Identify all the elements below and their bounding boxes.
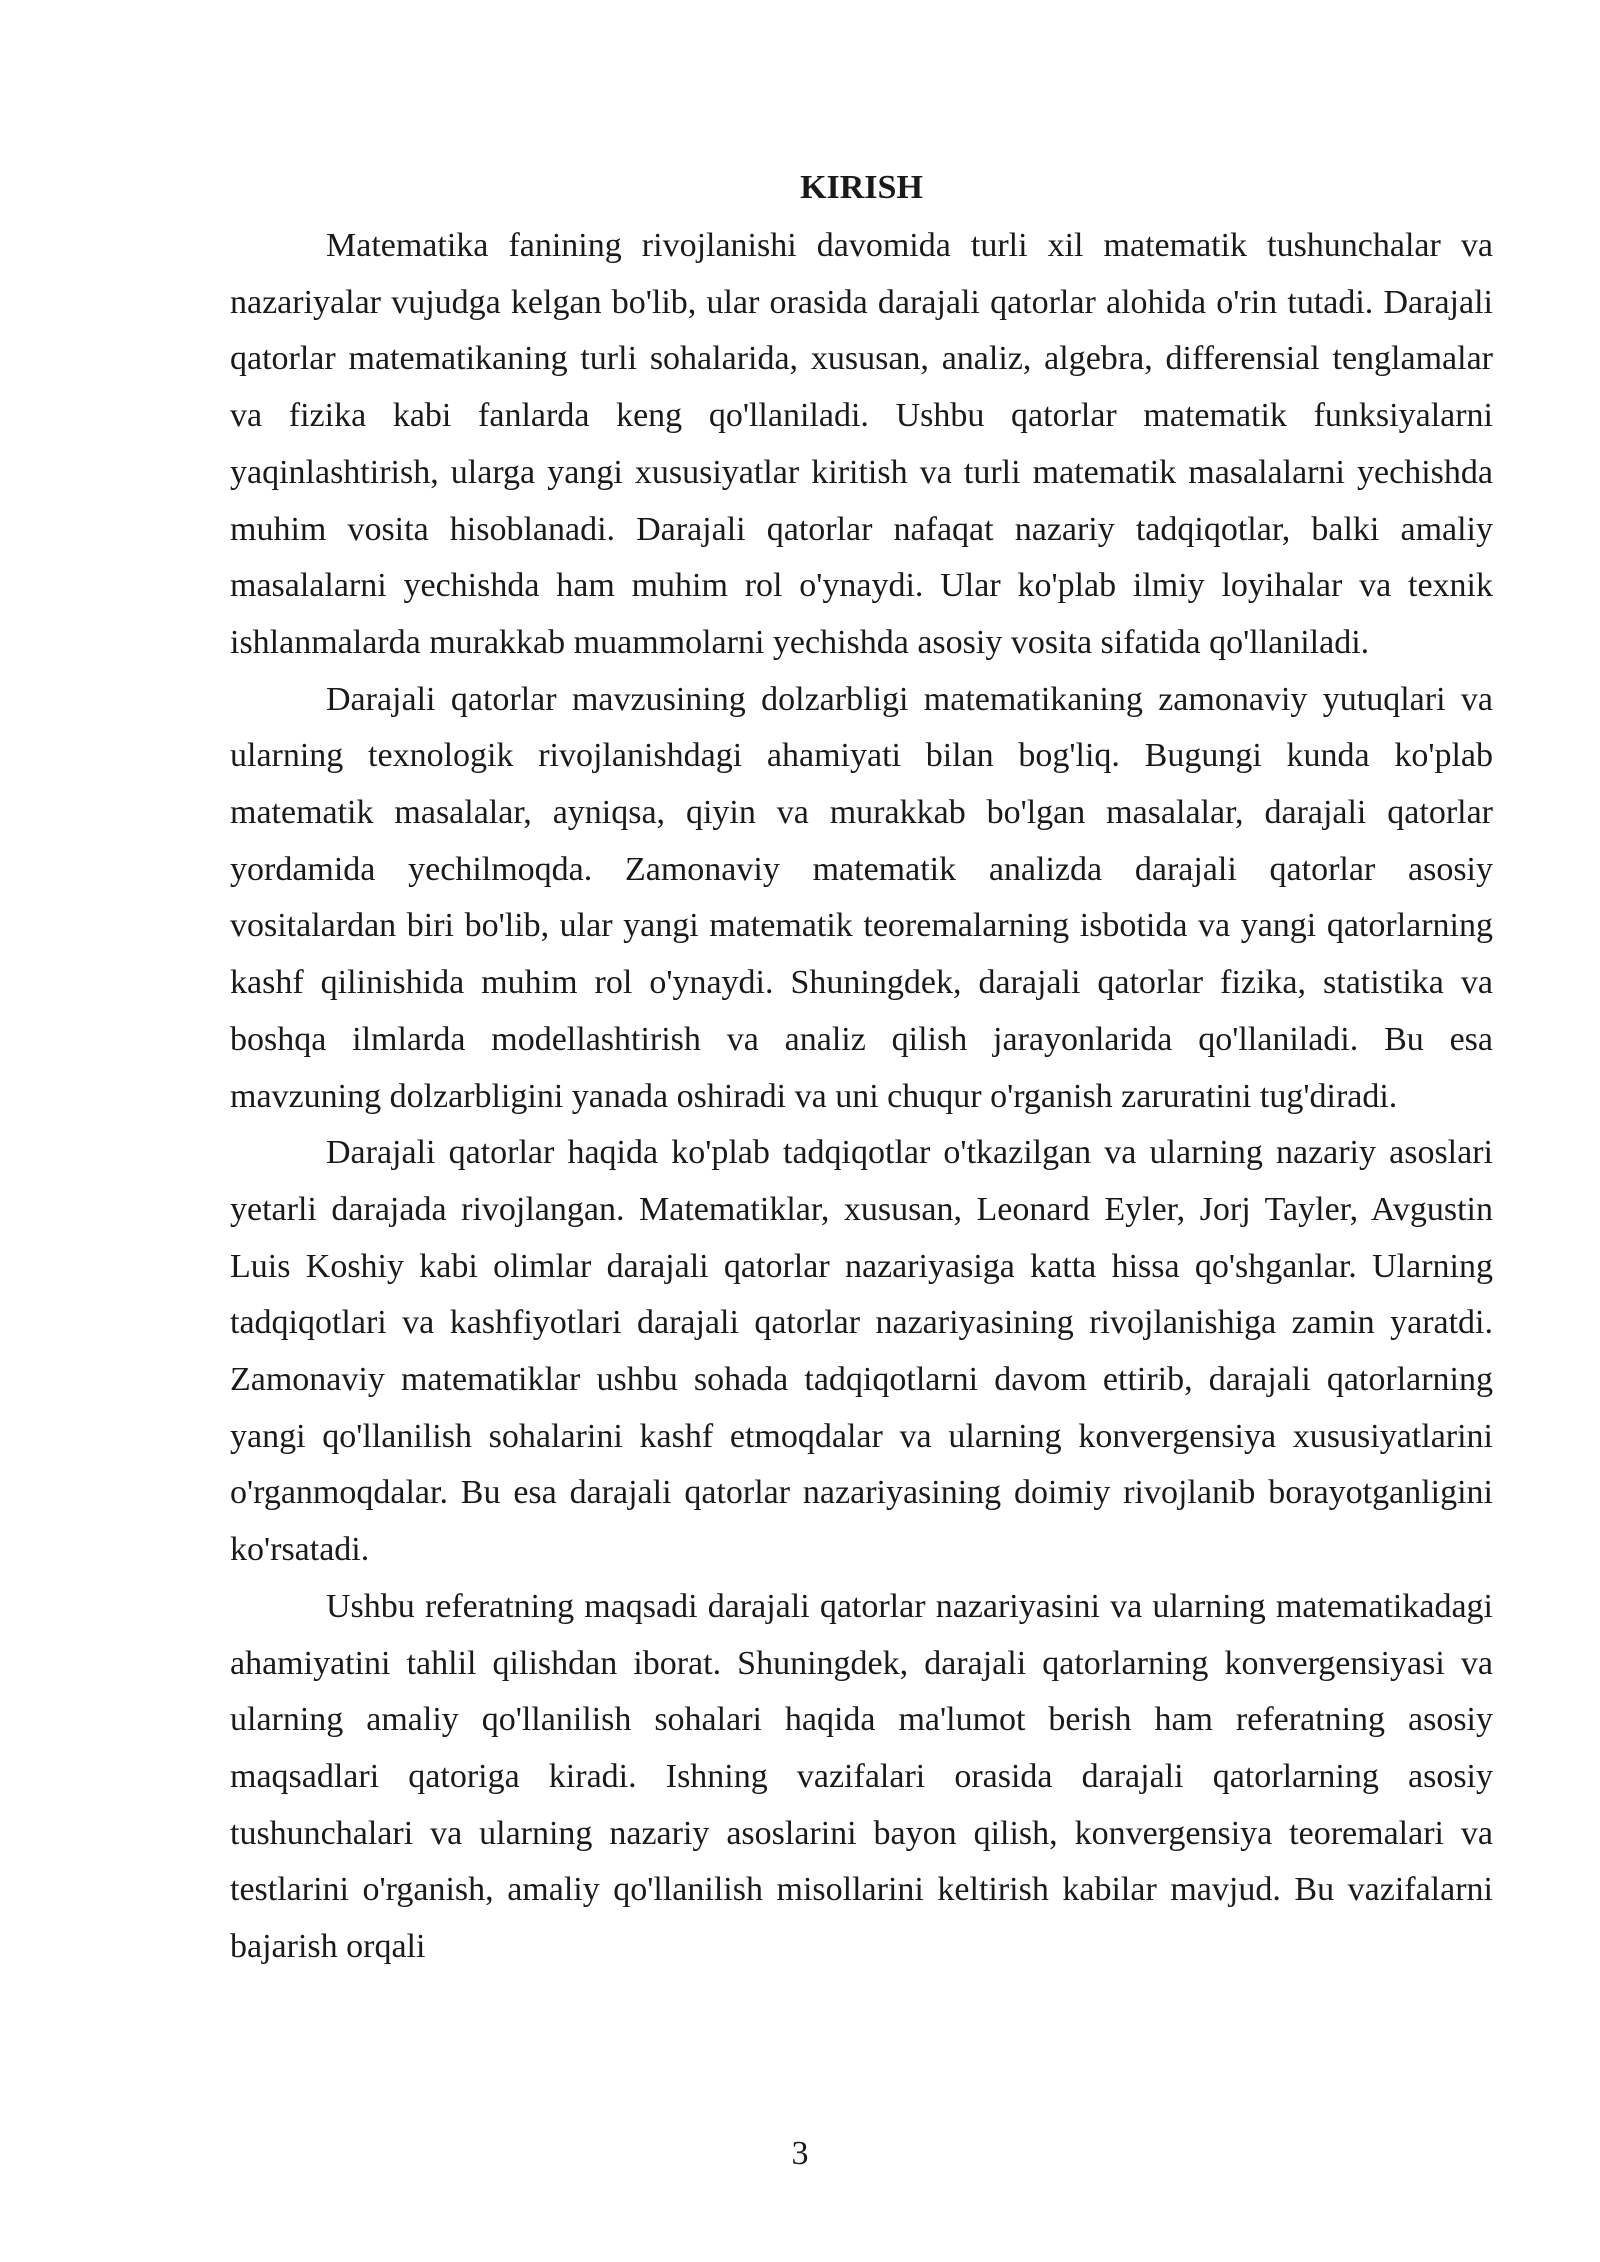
paragraph-4: Ushbu referatning maqsadi darajali qatorlar nazariyasini va ularning matematikadagi ahamiyatini tahlil qilishdan iborat. Shuningdek, darajali qatorlarning konvergensiyasi va ularning amaliy qo'llanilish sohalari haqida ma'lumot berish ham referatning asosiy maqsadlari qatoriga kiradi. Ishning vazifalari orasida darajali qatorlarning asosiy tushunchalari va ularning nazariy asoslarini bayon qilish, konvergensiya teoremalari va testlarini o'rganish, amaliy qo'llanilish misollarini keltirish kabilar mavjud. Bu vazifalarni bajarish orqali	[230, 1587, 1493, 1966]
page-number: 3	[791, 2135, 809, 2172]
paragraph-1: Matematika fanining rivojlanishi davomida turli xil matematik tushunchalar va nazariyalar vujudga kelgan bo'lib, ular orasida darajali qatorlar alohida o'rin tutadi. Darajali qatorlar matematikaning turli sohalarida, xususan, analiz, algebra, differensial tenglamalar va fizika kabi fanlarda keng qo'llaniladi. Ushbu qatorlar matematik funksiyalarni yaqinlashtirish, ularga yangi xususiyatlar kiritish va turli matematik masalalarni yechishda muhim vosita hisoblanadi. Darajali qatorlar nafaqat nazariy tadqiqotlar, balki amaliy masalalarni yechishda ham muhim rol o'ynaydi. Ular ko'plab ilmiy loyihalar va texnik ishlanmalarda murakkab muammolarni yechishda asosiy vosita sifatida qo'llaniladi.	[230, 227, 1493, 661]
section-title: KIRISH	[800, 169, 923, 206]
document-page	[230, 160, 1493, 1976]
paragraph-3: Darajali qatorlar haqida ko'plab tadqiqotlar o'tkazilgan va ularning nazariy asoslari yetarli darajada rivojlangan. Matematiklar, xususan, Leonard Eyler, Jorj Tayler, Avgustin Luis Koshiy kabi olimlar darajali qatorlar nazariyasiga katta hissa qo'shganlar. Ularning tadqiqotlari va kashfiyotlari darajali qatorlar nazariyasining rivojlanishiga zamin yaratdi. Zamonaviy matematiklar ushbu sohada tadqiqotlarni davom ettirib, darajali qatorlarning yangi qo'llanilish sohalarini kashf etmoqdalar va ularning konvergensiya xususiyatlarini o'rganmoqdalar. Bu esa darajali qatorlar nazariyasining doimiy rivojlanib borayotganligini ko'rsatadi.	[230, 1134, 1493, 1569]
paragraph-2: Darajali qatorlar mavzusining dolzarbligi matematikaning zamonaviy yutuqlari va ularning texnologik rivojlanishdagi ahamiyati bilan bog'liq. Bugungi kunda ko'plab matematik masalalar, ayniqsa, qiyin va murakkab bo'lgan masalalar, darajali qatorlar yordamida yechilmoqda. Zamonaviy matematik analizda darajali qatorlar asosiy vositalardan biri bo'lib, ular yangi matematik teoremalarning isbotida va yangi qatorlarning kashf qilinishida muhim rol o'ynaydi. Shuningdek, darajali qatorlar fizika, statistika va boshqa ilmlarda modellashtirish va analiz qilish jarayonlarida qo'llaniladi. Bu esa mavzuning dolzarbligini yanada oshiradi va uni chuqur o'rganish zaruratini tug'diradi.	[230, 680, 1493, 1115]
